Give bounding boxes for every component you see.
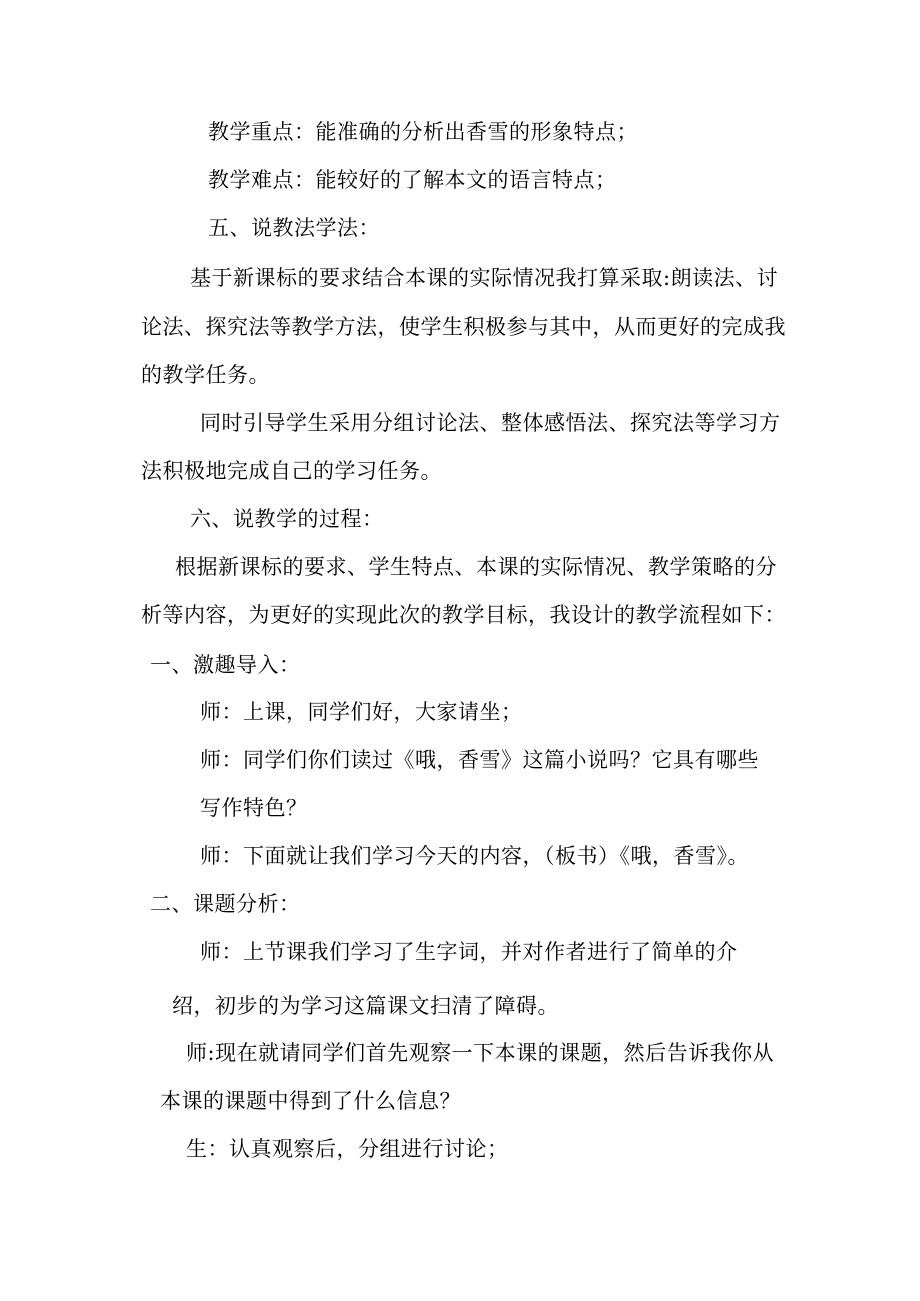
dialogue-line: 生：认真观察后，分组进行讨论； (186, 1137, 509, 1161)
section-five-heading: 五、说教法学法： (208, 216, 380, 240)
dialogue-line: 绍，初步的为学习这篇课文扫清了障碍。 (172, 994, 559, 1018)
subsection-heading-intro: 一、激趣导入： (150, 653, 301, 677)
dialogue-line: 师：上课，同学们好，大家请坐； (200, 700, 523, 724)
subsection-heading-analysis: 二、课题分析： (150, 892, 301, 916)
section-six-heading: 六、说教学的过程： (190, 507, 384, 531)
key-point-line: 教学重点：能准确的分析出香雪的形象特点； (208, 120, 638, 144)
paragraph-line: 析等内容，为更好的实现此次的教学目标，我设计的教学流程如下： (141, 603, 786, 627)
dialogue-line: 本课的课题中得到了什么信息？ (160, 1089, 461, 1113)
paragraph-line: 基于新课标的要求结合本课的实际情况我打算采取:朗读法、讨 (190, 266, 779, 290)
dialogue-line: 师：同学们你们读过《哦，香雪》这篇小说吗？它具有哪些 (200, 748, 759, 772)
dialogue-line: 写作特色？ (200, 796, 308, 820)
dialogue-line: 师：下面就让我们学习今天的内容，（板书）《哦，香雪》。 (200, 844, 749, 868)
paragraph-line: 同时引导学生采用分组讨论法、整体感悟法、探究法等学习方 (200, 411, 781, 435)
paragraph-line: 法积极地完成自己的学习任务。 (141, 459, 442, 483)
dialogue-line: 师：上节课我们学习了生字词，并对作者进行了简单的介 (200, 940, 738, 964)
dialogue-line: 师:现在就请同学们首先观察一下本课的课题，然后告诉我你从 (186, 1041, 775, 1065)
paragraph-line: 论法、探究法等教学方法，使学生积极参与其中，从而更好的完成我 (141, 315, 786, 339)
difficult-point-line: 教学难点：能较好的了解本文的语言特点； (208, 168, 617, 192)
paragraph-line: 的教学任务。 (141, 363, 270, 387)
paragraph-line: 根据新课标的要求、学生特点、本课的实际情况、教学策略的分 (175, 555, 777, 579)
